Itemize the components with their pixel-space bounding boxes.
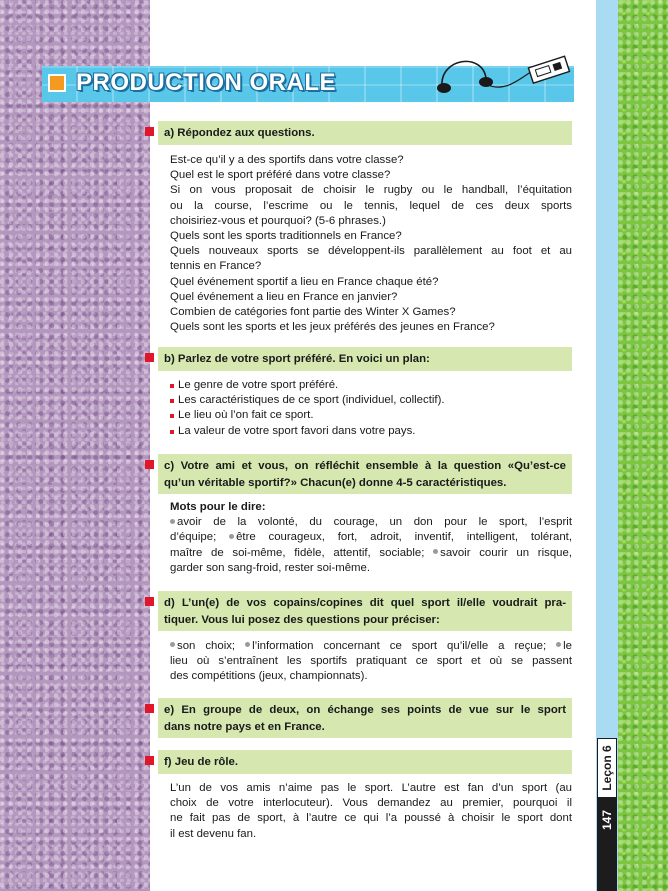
- bullet-dot-icon: [170, 642, 175, 647]
- bullet-dot-icon: [556, 642, 561, 647]
- page-number-text: 147: [600, 809, 614, 831]
- topic-line: son choix;: [177, 640, 236, 652]
- question-line: Quel est le sport préféré dans votre classe?: [170, 169, 391, 182]
- section-d-heading: [158, 591, 572, 631]
- vocab-line: garder son sang-froid, rester soi-même.: [170, 561, 371, 574]
- bullet-dot-icon: [229, 534, 234, 539]
- section-e-heading-line: dans notre pays et en France.: [164, 720, 325, 733]
- question-line: choisiriez-vous et pourquoi? (5-6 phrases.): [170, 214, 386, 227]
- section-a-heading: a) Répondez aux questions.: [158, 121, 572, 145]
- section-d-marker: [145, 597, 154, 606]
- bullet-dot-icon: [245, 642, 250, 647]
- banner-title: PRODUCTION ORALE: [76, 69, 336, 96]
- banner-square-icon: [48, 74, 66, 92]
- section-e-marker: [145, 704, 154, 713]
- section-a-questions: [170, 153, 572, 335]
- section-c-heading-line: c) Votre ami et vous, on réfléchit ensemble à la question «Qu’est-ce: [164, 460, 566, 472]
- section-b-marker: [145, 353, 154, 362]
- question-line: Si on vous proposait de choisir le rugby ou le handball, l’équitation: [170, 184, 572, 197]
- question-line: tennis en France?: [170, 260, 262, 273]
- vocab-line: savoir courir un risque,: [440, 546, 572, 559]
- list-item: Le genre de votre sport préféré.: [170, 378, 572, 393]
- section-c-heading-line: qu’un véritable sportif?» Chacun(e) donne 4-5 caractéristiques.: [164, 476, 507, 489]
- list-item: La valeur de votre sport favori dans votre pays.: [170, 424, 572, 439]
- section-e-heading: [158, 698, 572, 738]
- roleplay-line: choix de votre interlocuteur). Vous demandez au premier, pourquoi il: [170, 797, 572, 810]
- lesson-label-text: Leçon 6: [600, 745, 614, 791]
- question-line: Quel événement sportif a lieu en France chaque été?: [170, 275, 439, 288]
- bullet-dot-icon: [170, 519, 175, 524]
- left-decorative-band: [0, 0, 150, 891]
- question-line: Quel événement a lieu en France en janvier?: [170, 290, 398, 303]
- vocab-line: avoir de la volonté, du courage, un don pour le sport, l’esprit: [177, 516, 572, 529]
- lesson-label: [597, 738, 617, 798]
- section-b-heading: b) Parlez de votre sport préféré. En voici un plan:: [158, 347, 572, 371]
- topic-line: l’information concernant ce sport qu’il/elle a reçue;: [252, 640, 547, 652]
- topic-line: lieu où s’entraînent les sportifs pratiquant ce sport et où se passent: [170, 655, 572, 668]
- question-line: Quels sont les sports traditionnels en France?: [170, 230, 402, 243]
- roleplay-line: ne fait pas de sport, à l’autre ce qui l’a poussé à choisir le sport dont: [170, 812, 572, 825]
- right-decorative-band: [618, 0, 668, 891]
- question-line: Combien de catégories font partie des Winter X Games?: [170, 306, 456, 319]
- section-c-marker: [145, 460, 154, 469]
- question-line: Quels nouveaux sports se développent-ils parallèlement au foot et au: [170, 245, 572, 258]
- vocab-line: d’équipe;: [170, 531, 217, 544]
- question-line: Est-ce qu’il y a des sportifs dans votre classe?: [170, 154, 404, 166]
- topic-line: le: [563, 640, 572, 652]
- section-b-plan-list: [170, 378, 572, 439]
- vocab-line: maître de soi-même, fidèle, attentif, sociable;: [170, 546, 425, 559]
- list-item: Le lieu où l’on fait ce sport.: [170, 408, 572, 423]
- section-f-heading: f) Jeu de rôle.: [158, 750, 572, 774]
- section-c-heading: [158, 454, 572, 494]
- bullet-dot-icon: [433, 549, 438, 554]
- question-line: ou la course, l’escrime ou le tennis, lequel de ces deux sports: [170, 199, 572, 212]
- section-a-marker: [145, 127, 154, 136]
- section-e-heading-line: e) En groupe de deux, on échange ses points de vue sur le sport: [164, 704, 566, 716]
- section-f-roleplay: [170, 781, 572, 842]
- roleplay-line: L’un de vos amis n’aime pas le sport. L’autre est fan d’un sport (au: [170, 782, 572, 794]
- section-d-topics: [170, 639, 572, 685]
- vocab-line: être courageux, fort, adroit, inventif, intelligent, tolérant,: [236, 531, 572, 544]
- section-d-heading-line: tiquer. Vous lui posez des questions pour préciser:: [164, 613, 440, 626]
- section-f-marker: [145, 756, 154, 765]
- headphones-icon: [430, 48, 580, 98]
- list-item: Les caractéristiques de ce sport (individuel, collectif).: [170, 393, 572, 408]
- section-c-vocabulary: [170, 500, 572, 576]
- roleplay-line: il est devenu fan.: [170, 827, 257, 840]
- mots-pour-le-dire-title: Mots pour le dire:: [170, 501, 266, 513]
- section-d-heading-line: d) L’un(e) de vos copains/copines dit quel sport il/elle voudrait pra-: [164, 597, 566, 609]
- topic-line: des compétitions (jeux, championnats).: [170, 670, 368, 683]
- question-line: Quels sont les sports et les jeux préférés des jeunes en France?: [170, 321, 495, 334]
- page-number: [597, 800, 617, 840]
